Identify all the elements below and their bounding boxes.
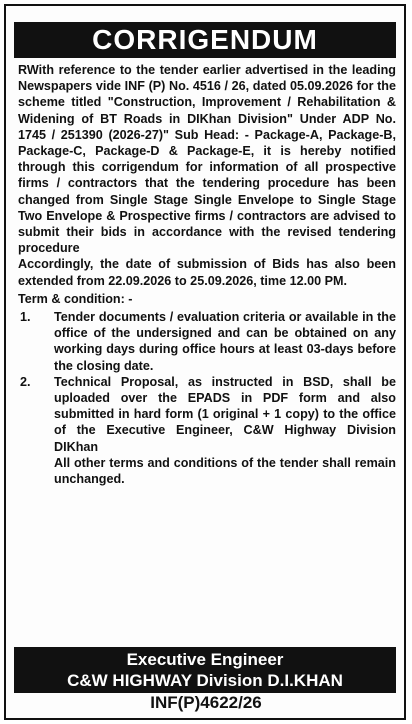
signature-block <box>14 647 396 693</box>
paragraph-main: RWith reference to the tender earlier advertised in the leading Newspapers vide INF (P) No. 4516 / 26, dated 05.09.2026 for the scheme titled "Construction, Improvement / Rehabilitation & Widening of BT Roads in DIKhan Division" Under ADP No. 1745 / 251390 (2026-27)" Sub Head: - Package-A, Package-B, Package-C, Package-D & Package-E, it is hereby notified through this corrigendum for information of all prospective firms / contractors that the tendering procedure has been changed from Single Stage Single Envelope to Single Stage Two Envelope & Prospective firms / contractors are advised to submit their bids in accordance with the revised tendering procedure <box>18 63 396 256</box>
page-title: CORRIGENDUM <box>14 22 396 58</box>
terms-heading: Term & condition: - <box>18 291 133 306</box>
notice-body <box>6 58 404 487</box>
term-number: 1. <box>20 310 31 325</box>
term-item <box>18 309 396 374</box>
signatory-office: C&W HIGHWAY Division D.I.KHAN <box>67 671 343 690</box>
paragraph-extension: Accordingly, the date of submission of Bids has also been extended from 22.09.2026 to 25.09.2026, time 12.00 PM. <box>18 257 396 288</box>
term-text: Technical Proposal, as instructed in BSD, shall be uploaded over the EPADS in PDF form and also submitted in hard form (1 original + 1 copy) to the office of the Executive Engineer, C&W Highway Division DIKhan <box>54 374 396 454</box>
signatory-title: Executive Engineer <box>126 650 284 669</box>
closing-text: All other terms and conditions of the tender shall remain unchanged. <box>54 455 396 487</box>
terms-list <box>18 309 396 455</box>
reference-number: INF(P)4622/26 <box>150 693 262 712</box>
term-item <box>18 374 396 455</box>
term-number: 2. <box>20 374 31 389</box>
advertisement <box>4 4 406 720</box>
term-text: Tender documents / evaluation criteria or available in the office of the undersigned and can be obtained on any working days during office hours at least 03-days before the closing date. <box>54 310 396 373</box>
